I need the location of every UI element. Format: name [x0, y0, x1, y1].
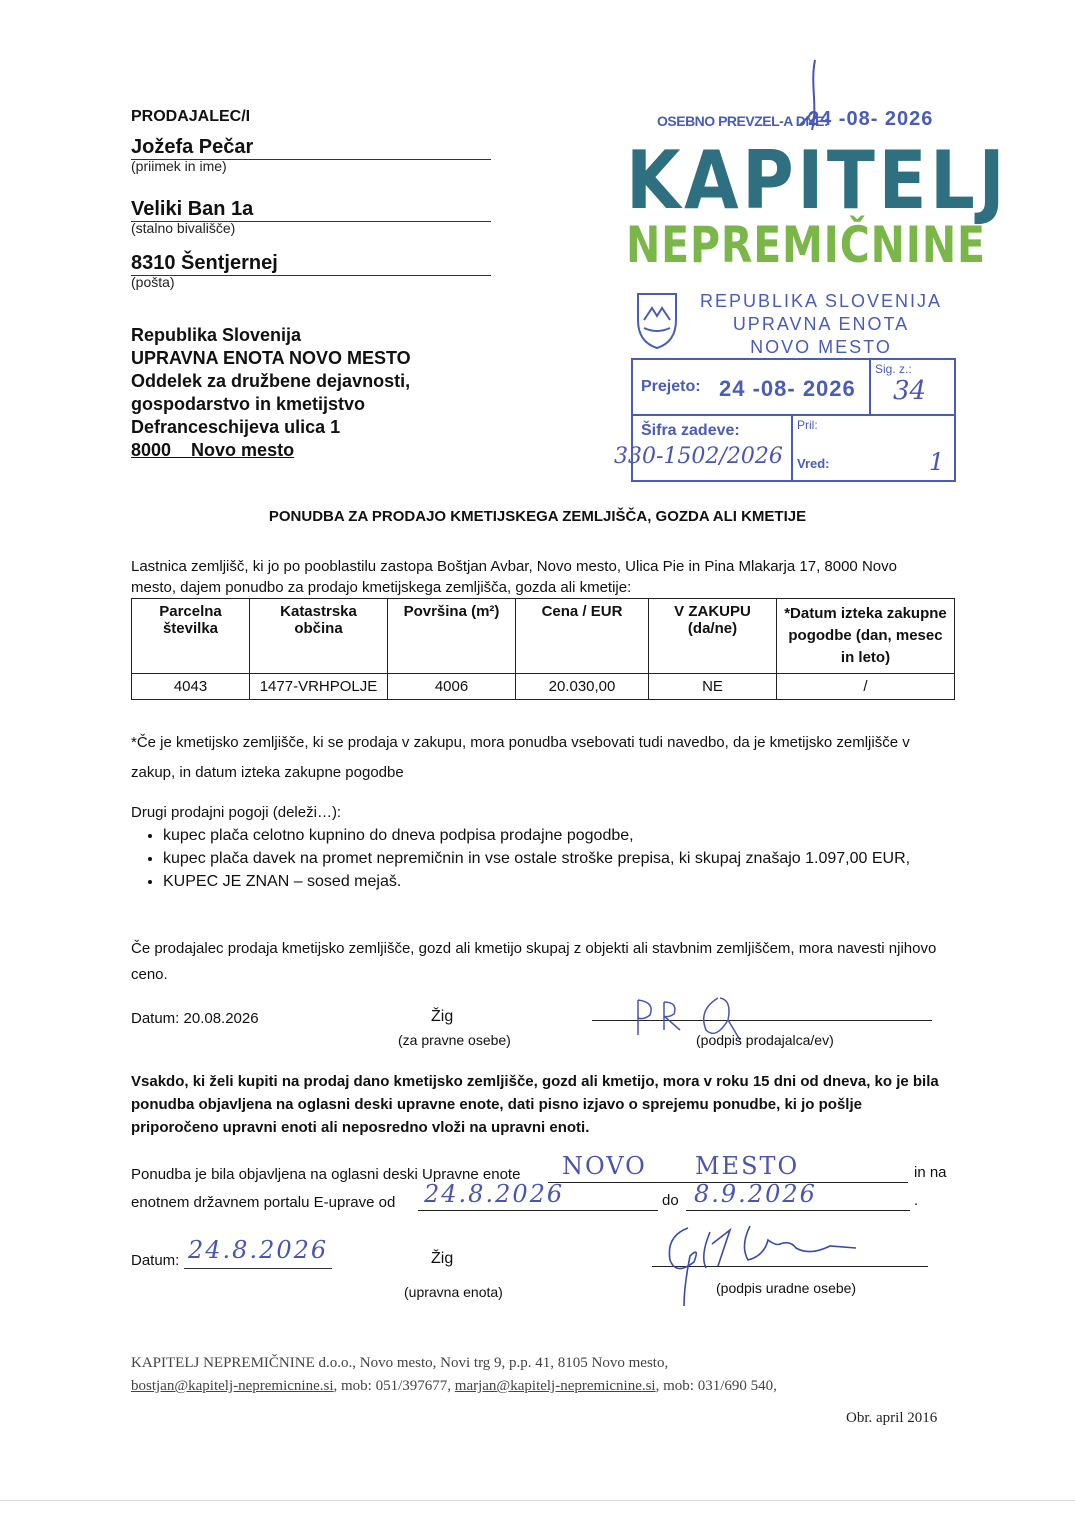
page-edge — [0, 1500, 1075, 1501]
footer-email-link[interactable]: marjan@kapitelj-nepremicnine.si — [454, 1378, 656, 1394]
conditions-list — [131, 825, 951, 892]
recipient-line: Republika Slovenija — [131, 325, 302, 345]
table-header-cell: Parcelna številka — [132, 599, 250, 674]
form-version: Obr. april 2016 — [846, 1410, 938, 1426]
ue-stamp-sig-value: 34 — [893, 376, 927, 406]
ue-stamp-vred-value: 1 — [929, 448, 945, 476]
offer-table — [131, 598, 955, 700]
official-date-line — [184, 1268, 332, 1269]
conditions-heading: Drugi prodajni pogoji (deleži…): — [131, 804, 342, 821]
ue-stamp-vred-label: Vred: — [797, 456, 830, 471]
official-seal: Žig — [431, 1250, 454, 1267]
publication-to: 8.9.2026 — [694, 1180, 817, 1208]
ue-stamp-line: NOVO MESTO — [750, 337, 892, 357]
received-stamp-date: 24 -08- 2026 — [808, 108, 934, 130]
recipient-line: 8000 Novo mesto — [131, 440, 295, 460]
table-cell: / — [777, 674, 955, 700]
footer-line — [131, 1375, 931, 1398]
table-header-cell: Površina (m²) — [388, 599, 516, 674]
table-cell: 4006 — [388, 674, 516, 700]
recipient-address — [131, 324, 411, 462]
recipient-line: gospodarstvo in kmetijstvo — [131, 394, 366, 414]
table-row — [132, 674, 955, 700]
seller-signature-caption: (podpis prodajalca/ev) — [696, 1032, 834, 1048]
publication-text1: Ponudba je bila objavljena na oglasni deski Upravne enote — [131, 1166, 521, 1183]
seller-address: Veliki Ban 1a — [131, 198, 491, 222]
official-date: 24.8.2026 — [188, 1236, 329, 1264]
official-signature-caption: (podpis uradne osebe) — [716, 1280, 857, 1296]
table-cell: NE — [649, 674, 777, 700]
footer-line: KAPITELJ NEPREMIČNINE d.o.o., Novo mesto, Novi trg 9, p.p. 41, 8105 Novo mesto, — [131, 1355, 669, 1371]
ue-stamp-sifra-label: Šifra zadeve: — [641, 422, 740, 439]
ue-stamp-pril-label: Pril: — [797, 418, 818, 432]
table-header-cell: Katastrska občina — [250, 599, 388, 674]
lease-note: *Če je kmetijsko zemljišče, ki se prodaja v zakupu, mora ponudba vsebovati tudi navedbo, da je kmetijsko zemljišče v zakup, in datum izteka zakupne pogodbe — [131, 734, 910, 781]
objects-note: Če prodajalec prodaja kmetijsko zemljišče, gozd ali kmetijo skupaj z objekti ali stavbnim zemljiščem, mora navesti njihovo ceno. — [131, 940, 937, 983]
logo-line1: KAPITELJ — [626, 134, 1009, 227]
publication-text2: in na — [914, 1164, 947, 1181]
company-logo — [626, 134, 1009, 274]
list-item: • KUPEC JE ZNAN – sosed mejaš. — [163, 871, 951, 892]
document-title: PONUDBA ZA PRODAJO KMETIJSKEGA ZEMLJIŠČA, GOZDA ALI KMETIJE — [268, 508, 807, 525]
table-cell: 1477-VRHPOLJE — [250, 674, 388, 700]
seller-name-block — [131, 136, 491, 174]
official-date-label: Datum: — [131, 1252, 180, 1269]
seller-date: Datum: 20.08.2026 — [131, 1010, 259, 1027]
list-item: • kupec plača davek na promet nepremičnin in vse ostale stroške prepisa, ki skupaj znašajo 1.097,00 EUR, — [163, 848, 951, 869]
recipient-line: Defranceschijeva ulica 1 — [131, 417, 341, 437]
table-header-row — [132, 599, 955, 674]
logo-line2: NEPREMIČNINE — [626, 216, 986, 274]
seller-post-block — [131, 252, 491, 290]
coat-of-arms-icon — [634, 290, 680, 350]
table-header-cell: V ZAKUPU (da/ne) — [649, 599, 777, 674]
ue-stamp-divider — [791, 414, 793, 480]
publication-to-line — [686, 1210, 910, 1211]
seller-name-caption: (priimek in ime) — [131, 158, 227, 174]
seller-address-caption: (stalno bivališče) — [131, 220, 236, 236]
handwritten-stroke-icon — [780, 55, 840, 135]
ue-stamp-sig-label: Sig. z.: — [875, 362, 912, 376]
table-header-cell: Cena / EUR — [516, 599, 649, 674]
footer-phone: , mob: 031/690 540, — [655, 1378, 777, 1394]
table-cell: 20.030,00 — [516, 674, 649, 700]
publication-text3: enotnem državnem portalu E-uprave od — [131, 1194, 396, 1211]
ue-stamp-header — [686, 290, 956, 359]
acceptance-notice: Vsakdo, ki želi kupiti na prodaj dano kmetijsko zemljišče, gozd ali kmetijo, mora v roku 15 dni od dneva, ko je bila ponudba objavljena na oglasni deski upravne enote, dati pisno izjavo o sprejemu ponudbe, ki jo pošlje priporočeno upravni enoti ali neposredno vloži na upravni enoti. — [131, 1073, 939, 1136]
recipient-line: Oddelek za družbene dejavnosti, — [131, 371, 411, 391]
ue-stamp-prejeto-date: 24 -08- 2026 — [719, 376, 856, 401]
conditions-block — [131, 804, 951, 894]
official-seal-caption: (upravna enota) — [404, 1284, 503, 1300]
list-item: • kupec plača celotno kupnino do dneva podpisa prodajne pogodbe, — [163, 825, 951, 846]
ue-stamp-divider — [869, 360, 871, 414]
seller-seal-caption: (za pravne osebe) — [398, 1032, 511, 1048]
footer-email-link[interactable]: bostjan@kapitelj-nepremicnine.si — [131, 1378, 334, 1394]
ue-stamp-line: REPUBLIKA SLOVENIJA — [699, 291, 943, 311]
publication-unit: NOVO MESTO — [562, 1152, 800, 1180]
ue-stamp-sifra-value: 330-1502/2026 — [614, 444, 783, 469]
footer-contact — [131, 1352, 931, 1398]
ue-stamp-prejeto-label: Prejeto: — [641, 378, 701, 395]
official-signature-icon — [660, 1216, 870, 1312]
table-cell: 4043 — [132, 674, 250, 700]
seller-heading: PRODAJALEC/I — [131, 108, 251, 125]
publication-from: 24.8.2026 — [424, 1180, 565, 1208]
received-stamp-label: OSEBNO PREVZEL-A DNE: — [657, 113, 828, 129]
seller-address-block — [131, 198, 491, 236]
recipient-line: UPRAVNA ENOTA NOVO MESTO — [131, 348, 411, 368]
publication-end: . — [914, 1192, 919, 1209]
seller-seal: Žig — [431, 1008, 454, 1025]
ue-stamp-divider — [633, 414, 956, 416]
ue-stamp-line: UPRAVNA ENOTA — [732, 314, 910, 334]
publication-to-label: do — [662, 1192, 679, 1209]
seller-post: 8310 Šentjernej — [131, 252, 491, 276]
publication-from-line — [418, 1210, 658, 1211]
seller-post-caption: (pošta) — [131, 274, 175, 290]
footer-phone: , mob: 051/397677, — [333, 1378, 455, 1394]
table-header-cell: *Datum izteka zakupne pogodbe (dan, mesec in leto) — [777, 599, 955, 674]
intro-text: Lastnica zemljišč, ki jo po pooblastilu zastopa Boštjan Avbar, Novo mesto, Ulica Pie in Pina Mlakarja 17, 8000 Novo mesto, dajem ponudbo za prodajo kmetijskega zemljišča, gozda ali kmetije: — [131, 558, 897, 596]
seller-name: Jožefa Pečar — [131, 136, 491, 160]
